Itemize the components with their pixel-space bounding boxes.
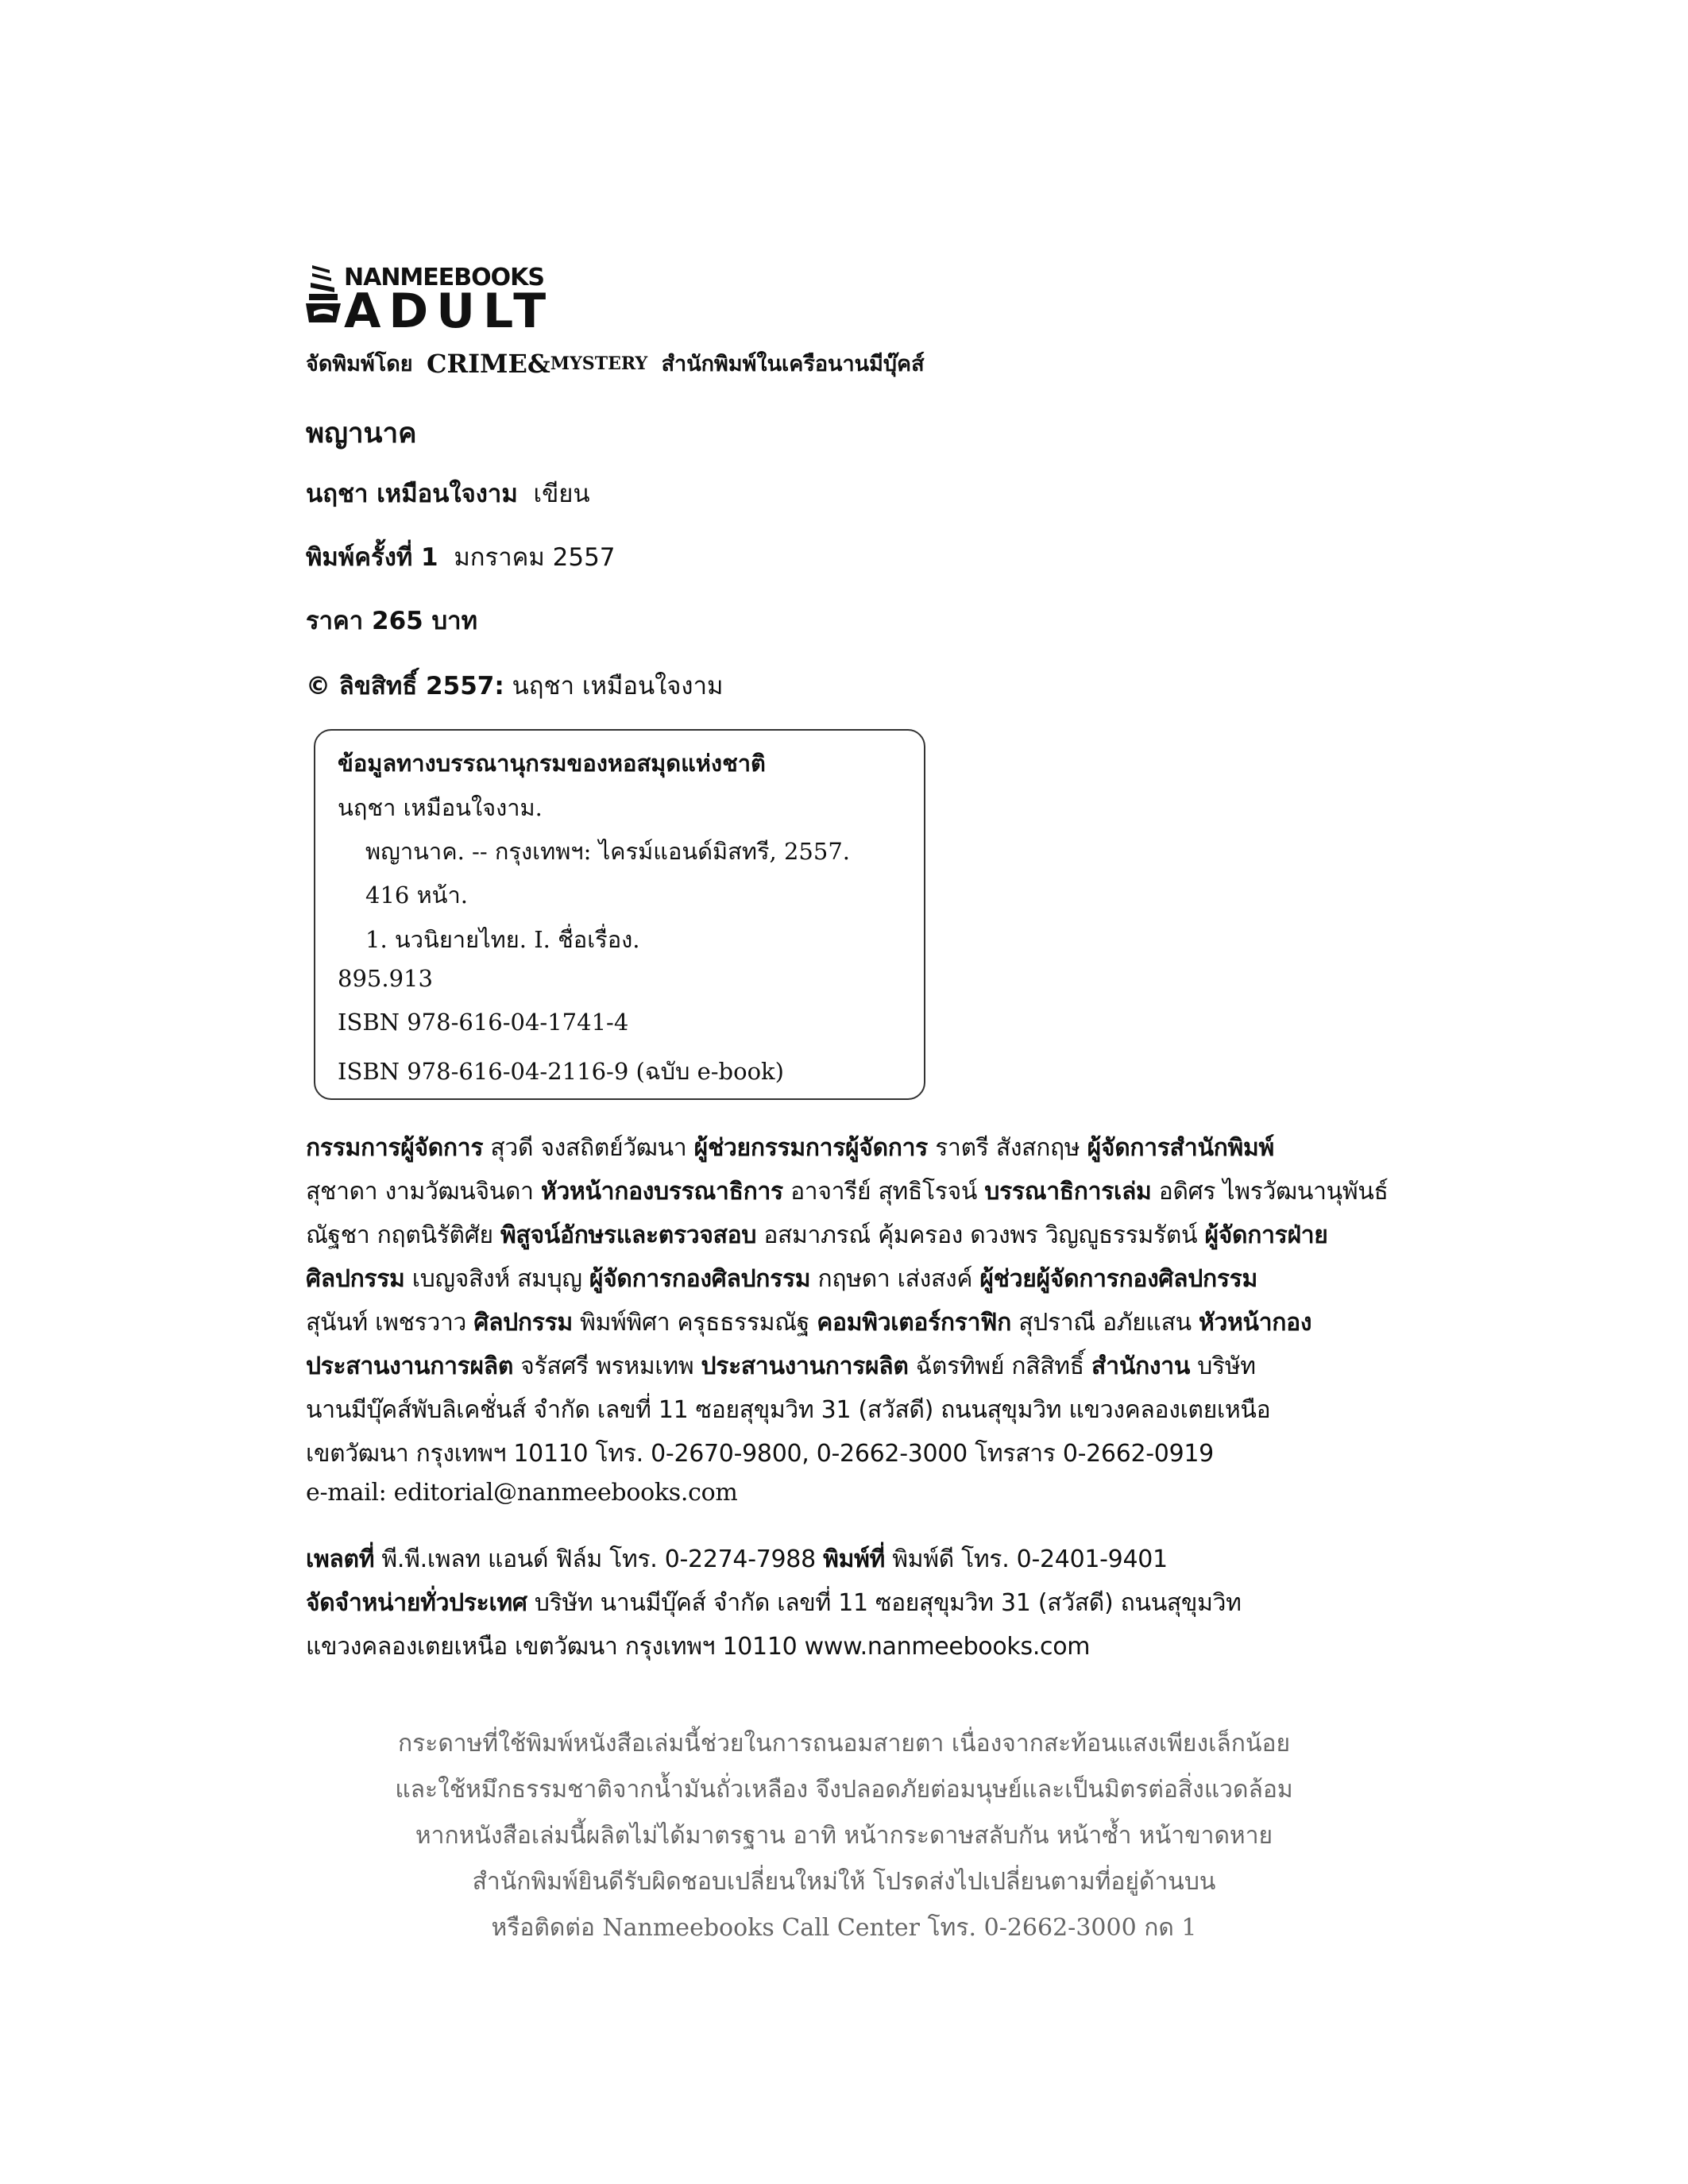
print-role: จัดจำหน่ายทั่วประเทศ <box>306 1589 527 1617</box>
credit-person: ฉัตรทิพย์ กสิสิทธิ์ <box>908 1352 1091 1380</box>
credit-role: คอมพิวเตอร์กราฟิก <box>817 1309 1011 1337</box>
nanmeebooks-adult-logo <box>306 262 568 338</box>
credit-person: สุชาดา งามวัฒนจินดา <box>306 1178 541 1206</box>
credits-line <box>306 1173 1389 1210</box>
credit-role: ผู้ช่วยกรรมการผู้จัดการ <box>693 1134 928 1162</box>
print-detail: พี.พี.เพลท แอนด์ ฟิล์ม โทร. 0-2274-7988 <box>374 1545 824 1573</box>
credit-role: ประสานงานการผลิต <box>701 1352 909 1380</box>
credit-role: หัวหน้ากองบรรณาธิการ <box>540 1178 783 1206</box>
credit-person: สุนันท์ เพชรวาว <box>306 1309 474 1337</box>
credits-line <box>306 1260 1257 1298</box>
credit-person: พิมพ์พิศา ครุธธรรมณัฐ <box>572 1309 817 1337</box>
edition-date: มกราคม 2557 <box>454 543 616 572</box>
credits-address: นานมีบุ๊คส์พับลิเคชั่นส์ จำกัด เลขที่ 11 ซอยสุขุมวิท 31 (สวัสดี) ถนนสุขุมวิท แขวงคลองเตยเหนือ <box>306 1396 1271 1424</box>
credit-person: ณัฐชา กฤตนิรัติศัย <box>306 1221 500 1249</box>
print-detail: พิมพ์ดี โทร. 0-2401-9401 <box>885 1545 1168 1573</box>
logo-brand: NANMEEBOOKS <box>344 264 544 291</box>
ship-icon <box>306 262 341 324</box>
credit-role: กรรมการผู้จัดการ <box>306 1134 484 1162</box>
imprint-word-crime: CRIME <box>427 348 527 379</box>
paper-notice-line: หรือติดต่อ Nanmeebooks Call Center โทร. 0-2662-3000 กด 1 <box>491 1914 1197 1942</box>
publisher-prefix: จัดพิมพ์โดย <box>306 352 413 376</box>
credit-role: บรรณาธิการเล่ม <box>984 1178 1152 1206</box>
author-role: เขียน <box>533 480 590 508</box>
credits-line <box>306 1217 1328 1254</box>
credits-line <box>306 1304 1311 1341</box>
publisher-suffix: สำนักพิมพ์ในเครือนานมีบุ๊คส์ <box>661 352 925 376</box>
credit-person: สุปราณี อภัยแสน <box>1010 1309 1199 1337</box>
publisher-line <box>306 346 925 386</box>
cip-line: นฤชา เหมือนใจงาม. <box>338 794 543 821</box>
copyright-owner: นฤชา เหมือนใจงาม <box>512 672 724 700</box>
credit-person: เบญจสิงห์ สมบุญ <box>404 1265 589 1293</box>
copyright-label: © ลิขสิทธิ์ 2557: <box>306 672 504 700</box>
credits-email: e-mail: editorial@nanmeebooks.com <box>306 1479 738 1507</box>
print-role: พิมพ์ที่ <box>823 1545 886 1573</box>
cip-line: พญานาค. -- กรุงเทพฯ: ไครม์แอนด์มิสทรี, 2557. <box>365 838 850 865</box>
cip-line: ISBN 978-616-04-2116-9 (ฉบับ e-book) <box>338 1058 784 1085</box>
credit-role: ประสานงานการผลิต <box>306 1352 514 1380</box>
paper-notice-line: และใช้หมึกธรรมชาติจากน้ำมันถั่วเหลือง จึงปลอดภัยต่อมนุษย์และเป็นมิตรต่อสิ่งแวดล้อม <box>395 1776 1293 1804</box>
credit-person: อาจารีย์ สุทธิโรจน์ <box>782 1178 985 1206</box>
imprint-ampersand: & <box>527 348 550 379</box>
author-name: นฤชา เหมือนใจงาม <box>306 480 518 508</box>
print-line: แขวงคลองเตยเหนือ เขตวัฒนา กรุงเทพฯ 10110 www.nanmeebooks.com <box>306 1633 1091 1661</box>
paper-notice-line: กระดาษที่ใช้พิมพ์หนังสือเล่มนี้ช่วยในการถนอมสายตา เนื่องจากสะท้อนแสงเพียงเล็กน้อย <box>397 1730 1291 1758</box>
cip-line: 1. นวนิยายไทย. I. ชื่อเรื่อง. <box>365 926 640 953</box>
print-line <box>306 1541 1168 1578</box>
credit-role: ศิลปกรรม <box>473 1309 573 1337</box>
credits-line <box>306 1129 1274 1167</box>
copyright-line <box>306 666 723 705</box>
author-line <box>306 473 590 513</box>
credit-person: จรัสศรี พรหมเทพ <box>513 1352 701 1380</box>
credit-person: กฤษดา เส่งสงค์ <box>810 1265 980 1293</box>
cip-heading: ข้อมูลทางบรรณานุกรมของหอสมุดแห่งชาติ <box>338 750 766 777</box>
edition-line <box>306 537 616 577</box>
imprint-word-mystery: MYSTERY <box>550 353 648 374</box>
crime-mystery-logo <box>427 349 647 379</box>
cip-line: 416 หน้า. <box>365 882 469 909</box>
paper-notice-line: สำนักพิมพ์ยินดีรับผิดชอบเปลี่ยนใหม่ให้ โปรดส่งไปเปลี่ยนตามที่อยู่ด้านบน <box>472 1868 1216 1896</box>
credit-role: ผู้จัดการสำนักพิมพ์ <box>1087 1134 1274 1162</box>
credit-role: ผู้จัดการกองศิลปกรรม <box>589 1265 811 1293</box>
print-line <box>306 1584 1242 1622</box>
price-line <box>306 600 477 640</box>
book-title: พญานาค <box>306 418 417 450</box>
logo-line: ADULT <box>344 284 554 339</box>
credit-role: หัวหน้ากอง <box>1199 1309 1312 1337</box>
credit-role: ผู้ช่วยผู้จัดการกองศิลปกรรม <box>979 1265 1257 1293</box>
credits-line <box>306 1348 1256 1385</box>
credit-role: ผู้จัดการฝ่าย <box>1204 1221 1328 1249</box>
print-role: เพลตที่ <box>306 1545 375 1573</box>
credit-person: บริษัท <box>1190 1352 1256 1380</box>
cip-data-box <box>314 729 925 1100</box>
credit-person: อดิศร ไพรวัฒนานุพันธ์ <box>1151 1178 1389 1206</box>
cip-line: 895.913 <box>338 965 433 992</box>
credit-person: สุวดี จงสถิตย์วัฒนา <box>483 1134 694 1162</box>
credit-role: ศิลปกรรม <box>306 1265 405 1293</box>
paper-notice-line: หากหนังสือเล่มนี้ผลิตไม่ได้มาตรฐาน อาทิ หน้ากระดาษสลับกัน หน้าซ้ำ หน้าขาดหาย <box>415 1822 1273 1850</box>
credit-person: อสมาภรณ์ คุ้มครอง ดวงพร วิญญูธรรมรัตน์ <box>756 1221 1205 1249</box>
credit-person: ราตรี สังสกฤษ <box>928 1134 1087 1162</box>
credit-role: สำนักงาน <box>1091 1352 1191 1380</box>
print-detail: บริษัท นานมีบุ๊คส์ จำกัด เลขที่ 11 ซอยสุขุมวิท 31 (สวัสดี) ถนนสุขุมวิท <box>527 1589 1242 1617</box>
price-label: ราคา 265 บาท <box>306 607 478 635</box>
credit-role: พิสูจน์อักษรและตรวจสอบ <box>500 1221 757 1249</box>
cip-line: ISBN 978-616-04-1741-4 <box>338 1009 629 1036</box>
credits-contact: เขตวัฒนา กรุงเทพฯ 10110 โทร. 0-2670-9800, 0-2662-3000 โทรสาร 0-2662-0919 <box>306 1440 1214 1468</box>
edition-label: พิมพ์ครั้งที่ 1 <box>306 543 438 572</box>
